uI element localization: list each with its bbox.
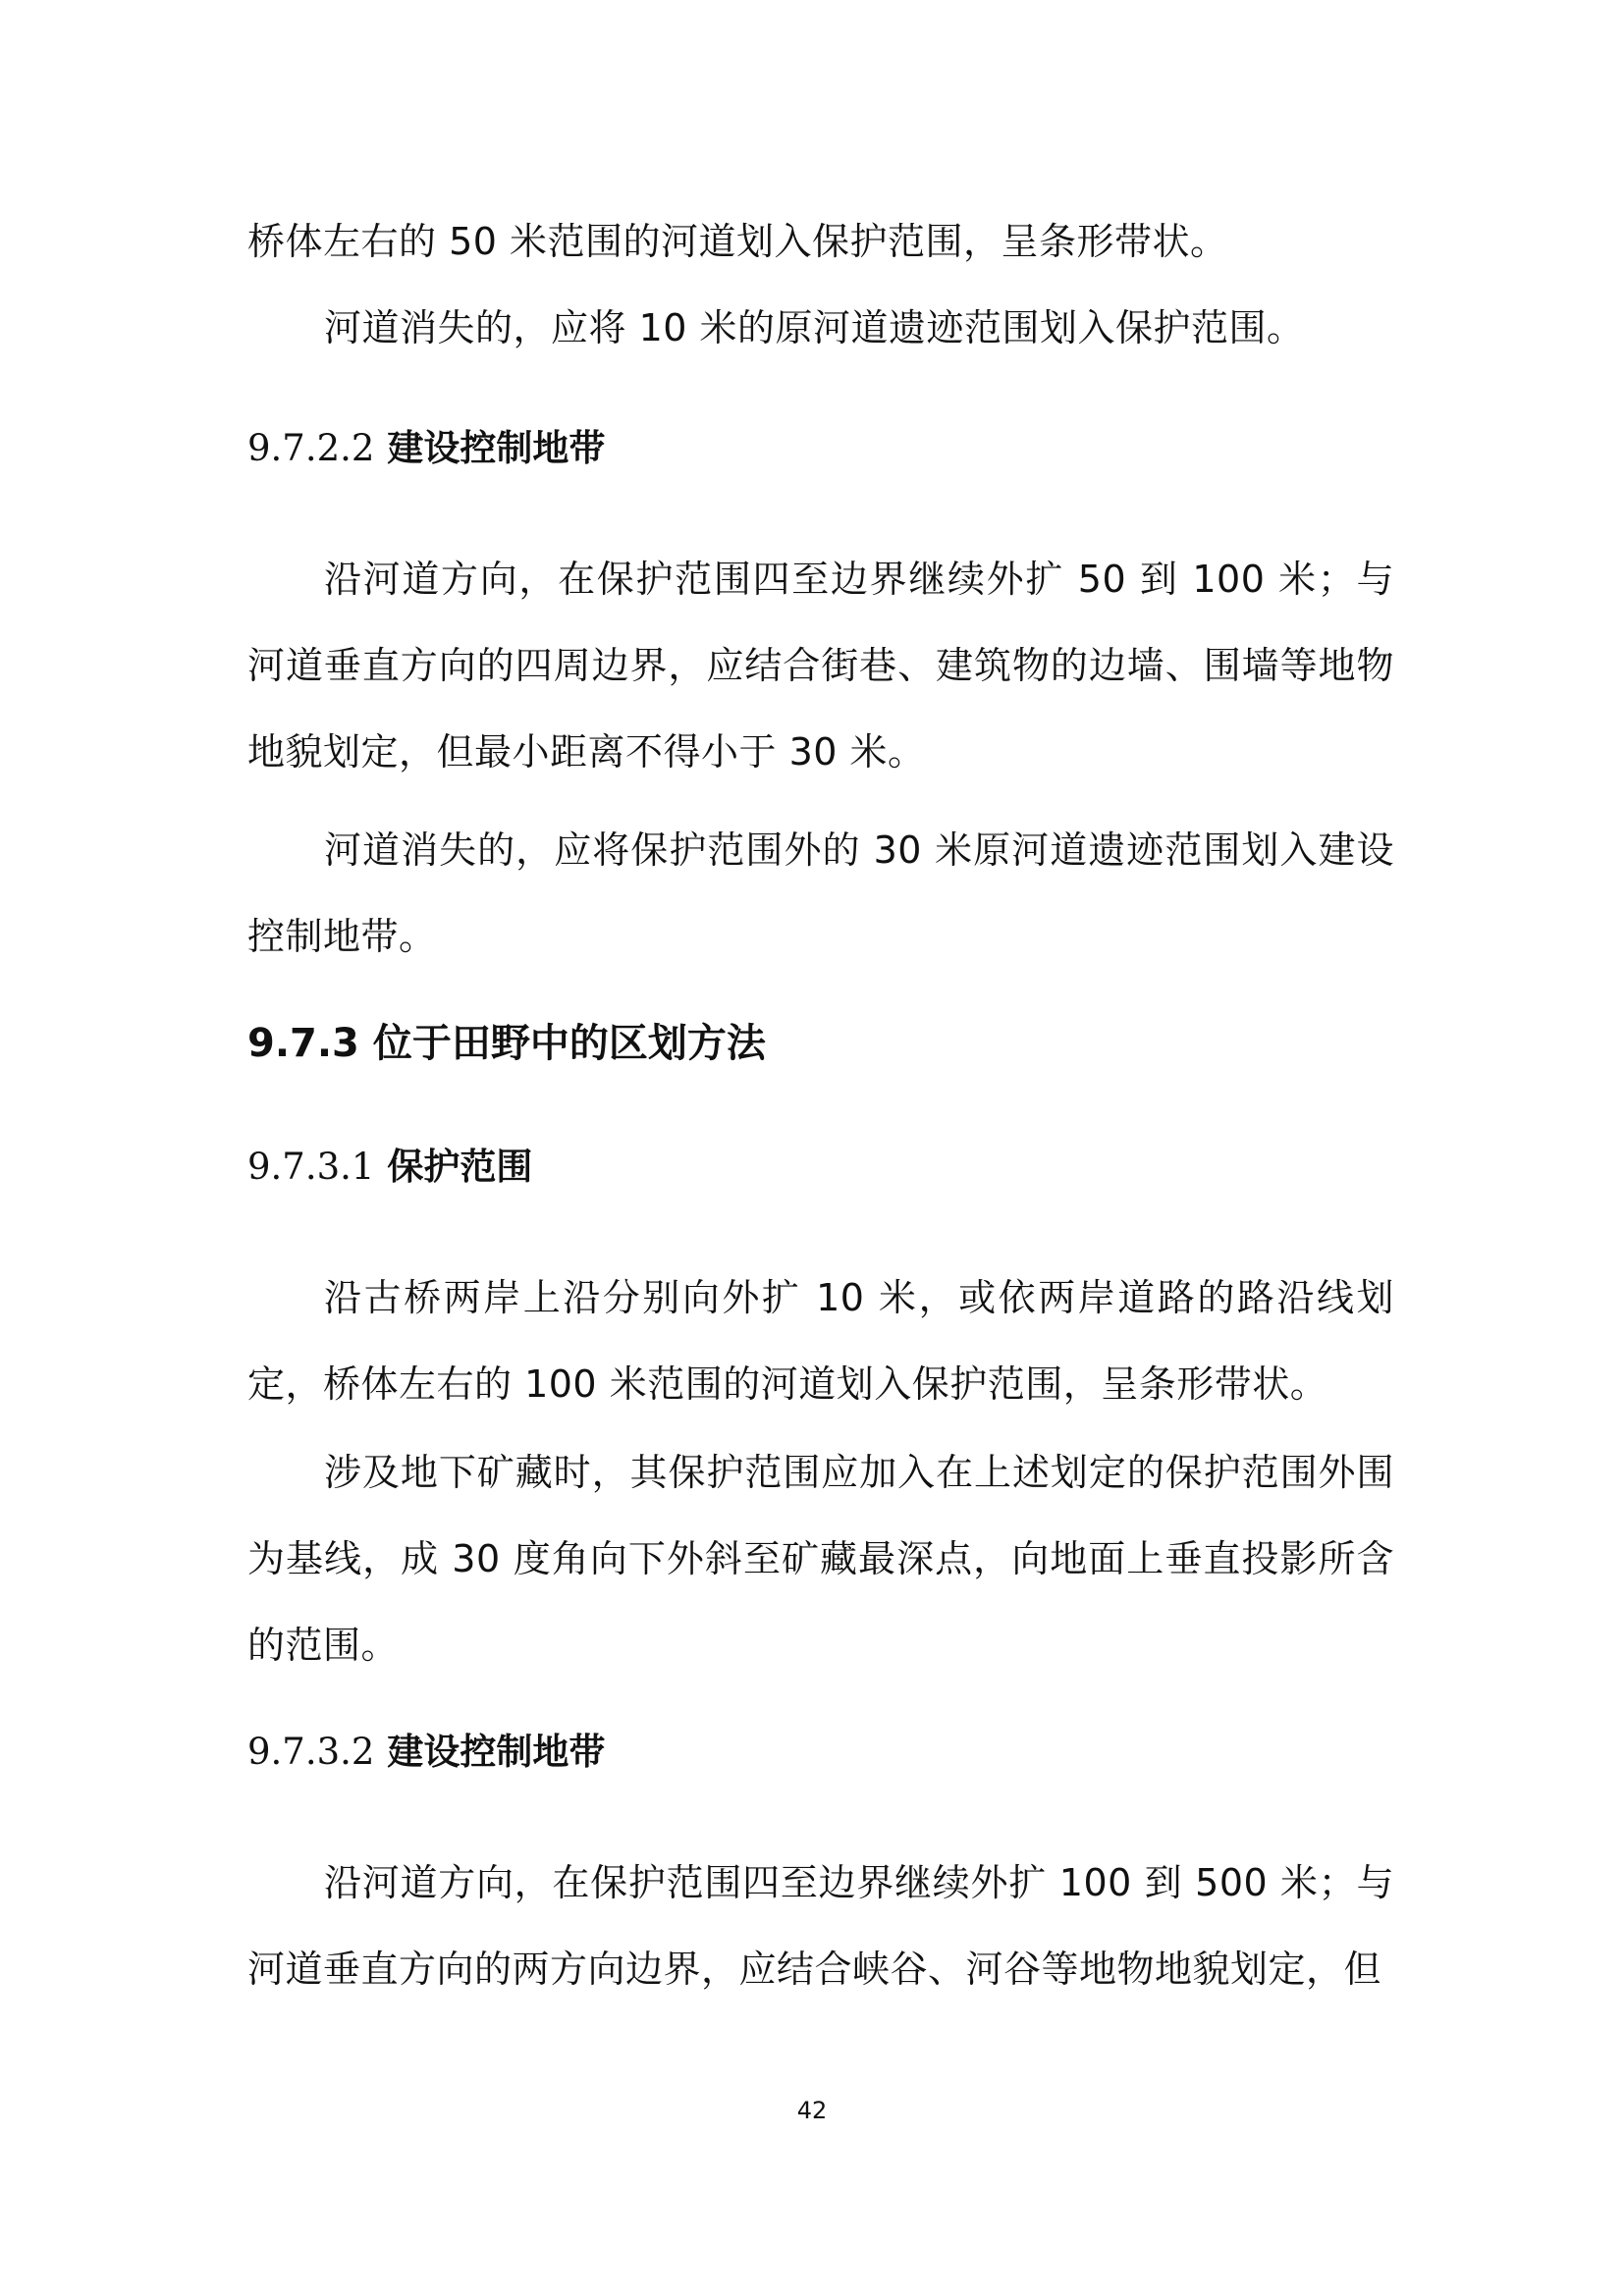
heading-9-7-3-1 <box>247 1143 532 1192</box>
heading-9-7-2-2 <box>247 424 605 473</box>
paragraph-field-protection-range: 沿古桥两岸上沿分别向外扩 10 米，或依两岸道路的路沿线划定，桥体左右的 100 米范围的河道划入保护范围，呈条形带状。 <box>247 1276 1394 1406</box>
paragraph-construction-control-zone: 沿河道方向，在保护范围四至边界继续外扩 50 到 100 米；与河道垂直方向的四周边界，应结合街巷、建筑物的边墙、围墙等地物地貌划定，但最小距离不得小于 30 米。 <box>247 558 1394 774</box>
heading-title: 位于田野中的区划方法 <box>358 1021 766 1066</box>
paragraph-bridge-river-range: 桥体左右的 50 米范围的河道划入保护范围，呈条形带状。 <box>247 220 1228 263</box>
heading-number: 9.7.3.1 <box>247 1146 375 1188</box>
page-number: 42 <box>796 2097 828 2124</box>
paragraph-underground-minerals: 涉及地下矿藏时，其保护范围应加入在上述划定的保护范围外围为基线，成 30 度角向下外斜至矿藏最深点，向地面上垂直投影所含的范围。 <box>247 1451 1394 1667</box>
heading-title: 建设控制地带 <box>374 1731 606 1773</box>
paragraph-field-construction-control: 沿河道方向，在保护范围四至边界继续外扩 100 到 500 米；与河道垂直方向的两方向边界，应结合峡谷、河谷等地物地貌划定，但 <box>247 1861 1394 1991</box>
paragraph-vanished-river-protection: 河道消失的，应将 10 米的原河道遗迹范围划入保护范围。 <box>324 306 1305 349</box>
heading-9-7-3-2 <box>247 1728 605 1777</box>
heading-title: 保护范围 <box>374 1146 533 1188</box>
heading-number: 9.7.3.2 <box>247 1731 375 1773</box>
heading-title: 建设控制地带 <box>374 427 606 469</box>
heading-9-7-3 <box>247 1017 766 1070</box>
paragraph-vanished-river-control: 河道消失的，应将保护范围外的 30 米原河道遗迹范围划入建设控制地带。 <box>247 828 1394 958</box>
heading-number: 9.7.2.2 <box>247 427 375 469</box>
heading-number: 9.7.3 <box>247 1021 359 1066</box>
